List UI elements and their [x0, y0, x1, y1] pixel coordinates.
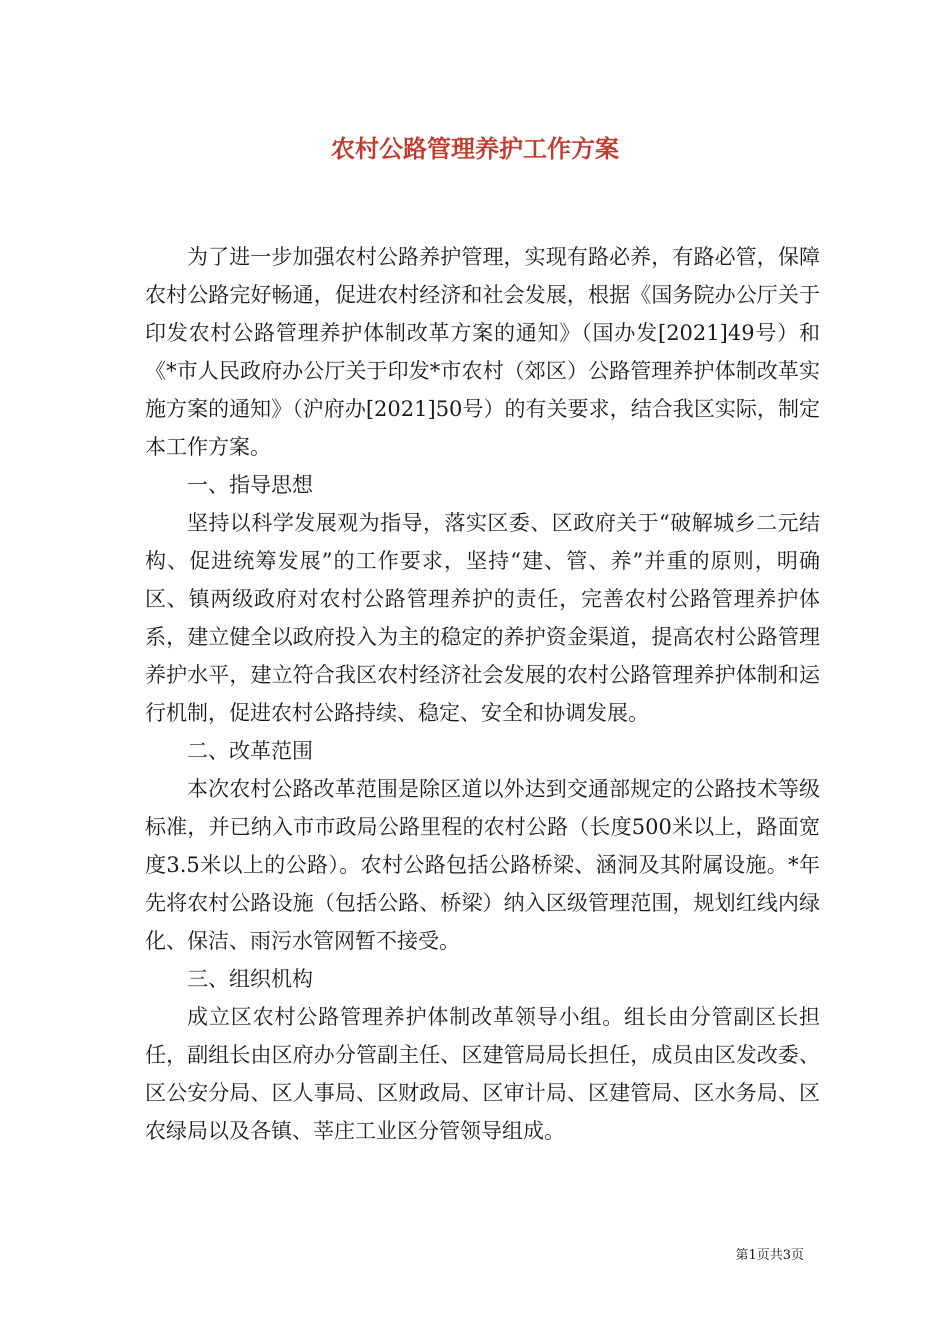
section-heading-organization: 三、组织机构	[187, 967, 313, 991]
intro-paragraph: 为了进一步加强农村公路养护管理，实现有路必养，有路必管，保障农村公路完好畅通，促进农村经济和社会发展，根据《国务院办公厅关于印发农村公路管理养护体制改革方案的通知》（国办发[2021]49号）和《*市人民政府办公厅关于印发*市农村（郊区）公路管理养护体制改革实施方案的通知》（沪府办[2021]50号）的有关要求，结合我区实际，制定本工作方案。	[145, 245, 820, 459]
organization-paragraph: 成立区农村公路管理养护体制改革领导小组。组长由分管副区长担任，副组长由区府办分管副主任、区建管局局长担任，成员由区发改委、区公安分局、区人事局、区财政局、区审计局、区建管局、区水务局、区农绿局以及各镇、莘庄工业区分管领导组成。	[145, 1005, 820, 1143]
guiding-ideology-paragraph: 坚持以科学发展观为指导，落实区委、区政府关于“破解城乡二元结构、促进统筹发展”的工作要求，坚持“建、管、养”并重的原则，明确区、镇两级政府对农村公路管理养护的责任，完善农村公路管理养护体系，建立健全以政府投入为主的稳定的养护资金渠道，提高农村公路管理养护水平，建立符合我区农村经济社会发展的农村公路管理养护体制和运行机制，促进农村公路持续、稳定、安全和协调发展。	[145, 511, 820, 725]
section-heading-guiding-ideology: 一、指导思想	[187, 473, 313, 497]
document-title: 农村公路管理养护工作方案	[331, 134, 619, 163]
document-body	[145, 238, 820, 1150]
page-number-footer: 第1页共3页	[735, 1248, 804, 1263]
reform-scope-paragraph: 本次农村公路改革范围是除区道以外达到交通部规定的公路技术等级标准，并已纳入市市政局公路里程的农村公路（长度500米以上，路面宽度3.5米以上的公路）。农村公路包括公路桥梁、涵洞及其附属设施。*年先将农村公路设施（包括公路、桥梁）纳入区级管理范围，规划红线内绿化、保洁、雨污水管网暂不接受。	[145, 777, 820, 953]
section-heading-reform-scope: 二、改革范围	[187, 739, 313, 763]
